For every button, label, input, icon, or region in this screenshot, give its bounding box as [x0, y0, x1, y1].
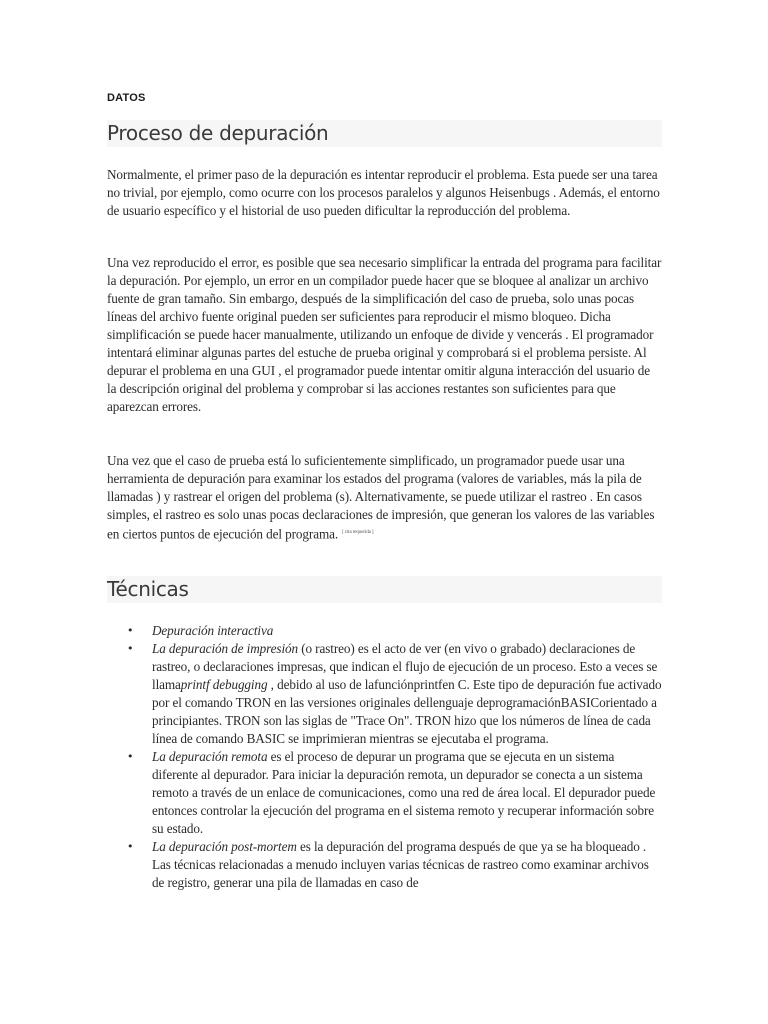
paragraph-text: Una vez que el caso de prueba está lo suficientemente simplificado, un programador puede usar una herramienta de depuración para examinar los estados del programa (valores de variables, más la pila de llamadas ) y rastrear el origen del problema (s). Alternativamente, se puede utilizar el rastreo . En casos simples, el rastreo es solo unas pocas declaraciones de impresión, que generan los valores de las variables en ciertos puntos de ejecución del programa. [107, 453, 655, 542]
technique-description-cont: , debido al uso de lafunciónprintfen C. Este tipo de depuración fue activado por el comando TRON en las versiones originales dellenguaje deprogramaciónBASICorientado a principiantes. TRON son las siglas de "Trace On". TRON hizo que los números de línea de cada línea de comando BASIC se imprimieran mientras se ejecutaba el programa. [152, 677, 662, 746]
section-heading-debugging-process: Proceso de depuración [107, 120, 662, 147]
technique-description: (o rastreo) es el acto de ver (en vivo o grabado) declaraciones de rastreo, o declaraciones impresas, que indican el flujo de ejecución de un proceso. Esto a veces se llama [152, 641, 658, 692]
techniques-list [107, 622, 662, 892]
bullet-icon: • [127, 840, 134, 853]
technique-term: La depuración remota [152, 749, 268, 764]
paragraph [107, 452, 662, 543]
section-heading-techniques: Técnicas [107, 576, 662, 603]
technique-term: La depuración de impresión [152, 641, 298, 656]
bullet-icon: • [127, 750, 134, 763]
bullet-icon: • [127, 624, 134, 637]
technique-term-alt: printf debugging [180, 677, 268, 692]
section-label: DATOS [107, 92, 146, 104]
technique-description: es el proceso de depurar un programa que se ejecuta en un sistema diferente al depurador. Para iniciar la depuración remota, un depurador se conecta a un sistema remoto a través de un enlace de comunicaciones, como una red de área local. El depurador puede entonces controlar la ejecución del programa en el sistema remoto y recuperar información sobre su estado. [152, 749, 656, 836]
technique-term: La depuración post-mortem [152, 839, 297, 854]
technique-description: es la depuración del programa después de que ya se ha bloqueado . Las técnicas relacionadas a menudo incluyen varias técnicas de rastreo como examinar archivos de registro, generar una pila de llamadas en caso de [152, 839, 649, 890]
list-item [107, 622, 662, 640]
citation-needed-link[interactable]: [ cita requerida ] [342, 530, 374, 535]
paragraph: Normalmente, el primer paso de la depuración es intentar reproducir el problema. Esta puede ser una tarea no trivial, por ejemplo, como ocurre con los procesos paralelos y algunos Heisenbugs . Además, el entorno de usuario específico y el historial de uso pueden dificultar la reproducción del problema. [107, 167, 660, 218]
list-item [107, 748, 662, 838]
paragraph: Una vez reproducido el error, es posible que sea necesario simplificar la entrada del programa para facilitar la depuración. Por ejemplo, un error en un compilador puede hacer que se bloquee al analizar un archivo fuente de gran tamaño. Sin embargo, después de la simplificación del caso de prueba, solo unas pocas líneas del archivo fuente original pueden ser suficientes para reproducir el mismo bloqueo. Dicha simplificación se puede hacer manualmente, utilizando un enfoque de divide y vencerás . El programador intentará eliminar algunas partes del estuche de prueba original y comprobará si el problema persiste. Al depurar el problema en una GUI , el programador puede intentar omitir alguna interacción del usuario de la descripción original del problema y comprobar si las acciones restantes son suficientes para que aparezcan errores. [107, 255, 662, 414]
list-item [107, 838, 662, 892]
technique-term: Depuración interactiva [152, 623, 274, 638]
list-item [107, 640, 662, 748]
bullet-icon: • [127, 642, 134, 655]
